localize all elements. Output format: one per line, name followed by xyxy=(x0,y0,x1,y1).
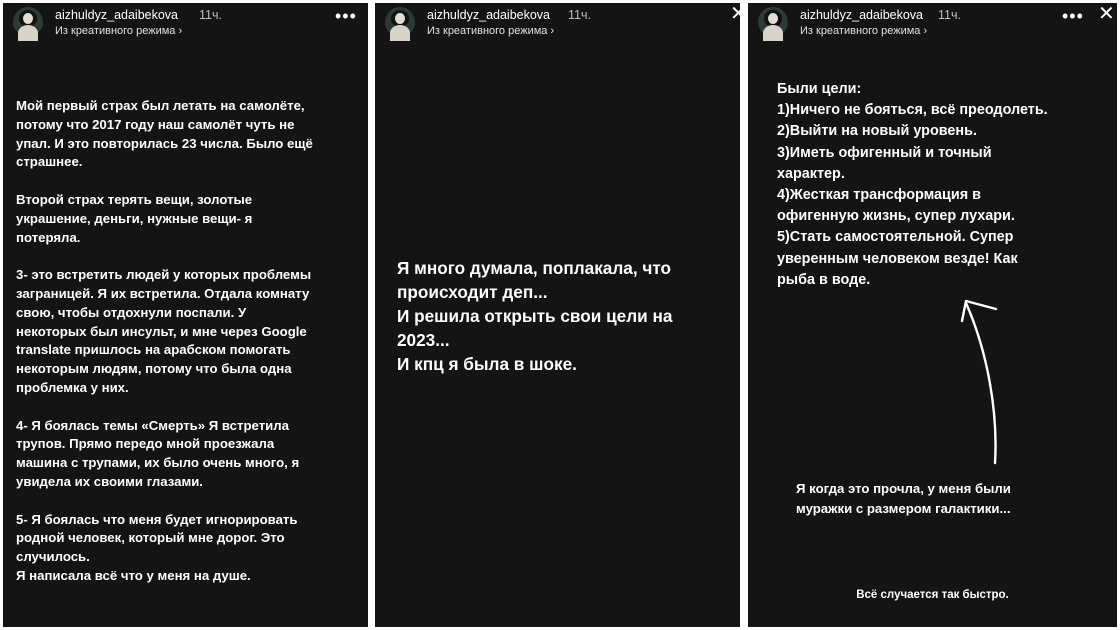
text-line: офигенную жизнь, супер лухари. xyxy=(777,208,1015,225)
close-icon[interactable]: ✕ xyxy=(730,3,747,25)
creative-mode-link[interactable]: Из креативного режима › xyxy=(55,25,183,37)
text-line: машина с трупами, их было очень много, я xyxy=(16,455,300,471)
text-line: рыба в воде. xyxy=(777,271,871,288)
text-line: упал. И это повторилась 23 числа. Было ещё xyxy=(16,135,313,151)
text-line: проблемка у них. xyxy=(16,379,129,395)
creative-mode-link[interactable]: Из креативного режима › xyxy=(427,25,555,37)
goals-text xyxy=(777,79,1048,291)
text-line: 4)Жесткая трансформация в xyxy=(777,187,981,204)
text-line: Были цели: xyxy=(777,81,862,97)
text-line: И кпц я была в шоке. xyxy=(397,354,577,374)
text-line: случилось. xyxy=(16,549,90,565)
text-line: 5- Я боялась что меня будет игнорировать xyxy=(16,511,298,527)
text-line: муражки с размером галактики... xyxy=(796,500,1011,516)
more-dots-icon[interactable]: ••• xyxy=(1062,6,1084,26)
close-icon[interactable]: ✕ xyxy=(1098,3,1115,25)
blank-line xyxy=(16,247,313,266)
text-line: 3)Иметь офигенный и точный xyxy=(777,144,992,161)
avatar[interactable] xyxy=(385,7,415,37)
text-line: потеряла. xyxy=(16,229,81,245)
text-line: 1)Ничего не бояться, всё преодолеть. xyxy=(777,102,1048,119)
text-line: 5)Стать самостоятельной. Супер xyxy=(777,229,1014,246)
note-text xyxy=(796,479,1011,518)
text-line: некоторым людям, потому что была одна xyxy=(16,361,292,377)
story-text xyxy=(397,256,672,376)
text-line: трупов. Прямо передо мной проезжала xyxy=(16,436,275,452)
creative-mode-link[interactable]: Из креативного режима › xyxy=(800,25,928,37)
story-header xyxy=(3,3,368,47)
hand-drawn-arrow-up-icon xyxy=(948,293,1008,473)
blank-line xyxy=(16,172,313,191)
story-header xyxy=(748,3,1117,47)
post-time: 11ч. xyxy=(568,8,591,22)
text-line: увидела их своими глазами. xyxy=(16,473,203,489)
blank-line xyxy=(16,492,313,511)
blank-line xyxy=(16,398,313,417)
text-line: translate пришлось на арабском помогать xyxy=(16,342,291,358)
avatar[interactable] xyxy=(13,7,43,37)
text-line: Я много думала, поплакала, что xyxy=(397,258,672,278)
story-panel-2[interactable] xyxy=(375,3,747,627)
text-line: уверенным человеком везде! Как xyxy=(777,250,1018,267)
text-line: заграницей. Я их встретила. Отдала комнату xyxy=(16,285,310,301)
text-line: Я когда это прочла, у меня были xyxy=(796,481,1011,496)
text-line: некоторых был инсульт, и мне через Google xyxy=(16,323,307,339)
text-line: 4- Я боялась темы «Смерть» Я встретила xyxy=(16,417,289,433)
text-line: родной человек, который мне дорог. Это xyxy=(16,530,285,546)
post-time: 11ч. xyxy=(199,8,222,22)
more-dots-icon[interactable]: ••• xyxy=(335,6,357,26)
text-line: 3- это встретить людей у которых проблемы xyxy=(16,267,312,283)
text-line: Я написала всё что у меня на душе. xyxy=(16,567,251,583)
text-line: украшение, деньги, нужные вещи- я xyxy=(16,210,253,226)
story-panel-1[interactable] xyxy=(3,3,368,627)
story-panel-3[interactable] xyxy=(748,3,1117,627)
text-line: Мой первый страх был летать на самолёте, xyxy=(16,98,305,113)
username[interactable]: aizhuldyz_adaibekova xyxy=(800,8,924,22)
text-line: страшнее. xyxy=(16,154,83,170)
text-line: потому что 2017 году наш самолёт чуть не xyxy=(16,116,295,132)
username[interactable]: aizhuldyz_adaibekova xyxy=(427,8,551,22)
text-line: происходит деп... xyxy=(397,282,548,302)
username[interactable]: aizhuldyz_adaibekova xyxy=(55,8,179,22)
story-text xyxy=(16,97,313,586)
text-line: 2023... xyxy=(397,330,450,350)
post-time: 11ч. xyxy=(938,8,961,22)
story-header xyxy=(375,3,747,47)
text-line: характер. xyxy=(777,165,845,182)
text-line: Второй страх терять вещи, золотые xyxy=(16,191,253,207)
avatar[interactable] xyxy=(758,7,788,37)
footer-text: Всё случается так быстро. xyxy=(856,589,1009,601)
text-line: свою, чтобы отдохнули поспали. У xyxy=(16,304,247,320)
text-line: И решила открыть свои цели на xyxy=(397,306,673,326)
text-line: 2)Выйти на новый уровень. xyxy=(777,123,977,140)
